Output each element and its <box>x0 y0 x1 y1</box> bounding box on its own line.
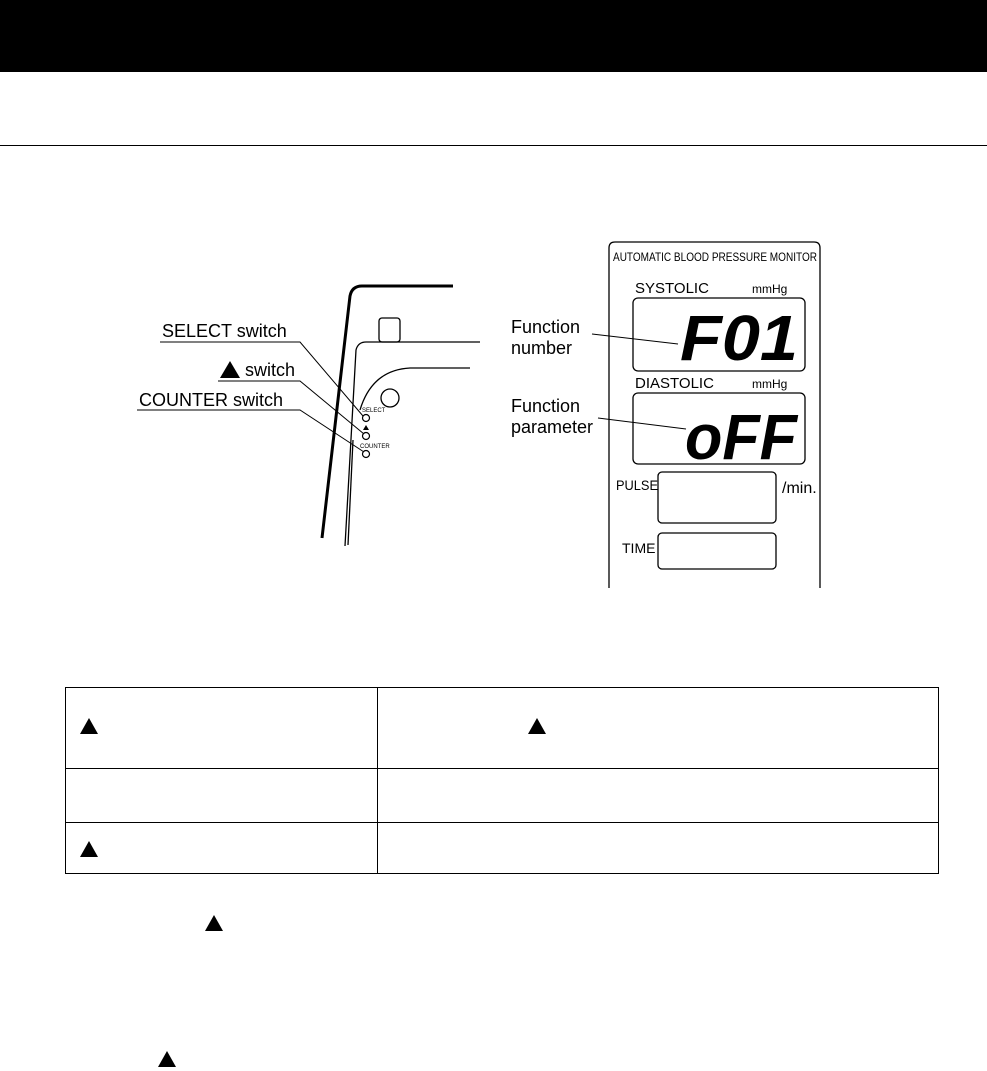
table-row <box>66 769 939 823</box>
select-switch-label: SELECT switch <box>162 321 287 341</box>
table-cell <box>66 688 378 769</box>
function-number-label-2: number <box>511 338 573 358</box>
table-cell <box>66 823 378 874</box>
time-display <box>658 533 776 569</box>
panel-counter-text: COUNTER <box>360 444 390 450</box>
systolic-unit: mmHg <box>752 282 788 296</box>
panel-up-triangle-icon <box>363 425 369 430</box>
up-triangle-icon <box>80 718 98 734</box>
table-cell <box>378 688 939 769</box>
diastolic-label: DIASTOLIC <box>635 375 714 392</box>
monitor-title: AUTOMATIC BLOOD PRESSURE MONITOR <box>613 252 817 264</box>
pulse-unit: /min. <box>782 480 817 497</box>
table-cell <box>378 769 939 823</box>
time-label: TIME <box>622 540 656 556</box>
up-triangle-icon <box>528 718 546 734</box>
device-outline <box>322 286 480 546</box>
systolic-label: SYSTOLIC <box>635 280 709 297</box>
up-triangle-icon <box>158 1051 176 1067</box>
settings-table <box>65 687 939 874</box>
function-parameter-label-1: Function <box>511 396 581 416</box>
pulse-label: PULSE <box>616 477 658 493</box>
table-row <box>66 823 939 874</box>
up-triangle-icon <box>205 915 223 931</box>
systolic-display-value: F01 <box>680 302 798 374</box>
up-triangle-icon <box>80 841 98 857</box>
function-parameter-label-2: parameter <box>511 417 594 437</box>
function-number-label-1: Function <box>511 317 581 337</box>
up-switch-label: switch <box>245 360 296 380</box>
up-switch-triangle-icon <box>220 361 240 378</box>
diastolic-unit: mmHg <box>752 377 788 391</box>
table-row <box>66 688 939 769</box>
counter-switch-label: COUNTER switch <box>139 390 284 410</box>
diastolic-display-value: oFF <box>685 401 799 473</box>
table-cell <box>378 823 939 874</box>
table-cell <box>66 769 378 823</box>
panel-select-text: SELECT <box>362 408 386 414</box>
pulse-display <box>658 472 776 523</box>
